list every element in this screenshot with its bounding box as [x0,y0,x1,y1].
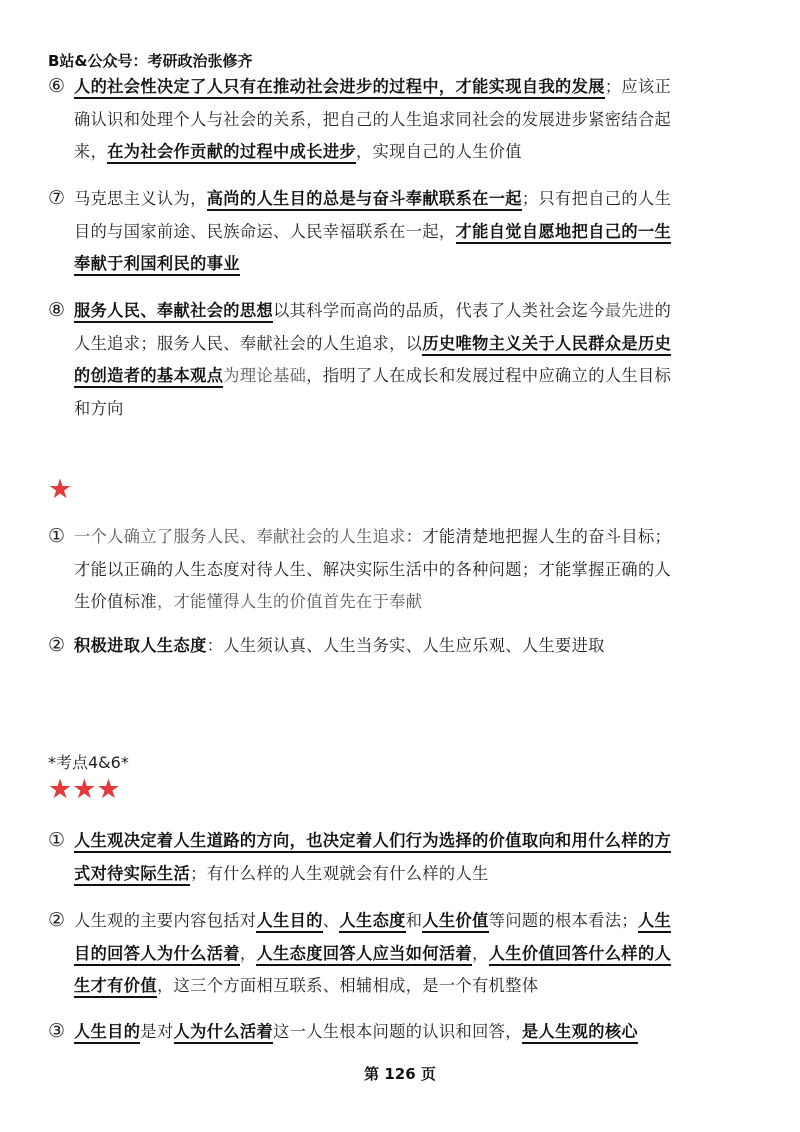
highlight-text: 人生价值回答什么样的人 [489,944,671,966]
highlight-text: 生才有价值 [74,976,157,998]
body-text: 为 [223,366,240,385]
highlight-text: 历史唯物主义关于人民群众是历史 [422,334,671,356]
highlight-text: 人生目的 [74,1022,140,1044]
key-point-3 [48,1015,758,1049]
page-header: B站&公众号：考研政治张修齐 [48,52,253,70]
body-text: ，这三个方面相互联系、相辅相成，是一个有机整体 [156,976,539,995]
item-number: ① [48,525,66,547]
highlight-text: 人生态度 [339,911,405,933]
body-text: 才能以正确的人生态度对待人生、解决实际生活中的各种问题；才能掌握正确的人 [74,559,672,579]
body-text: 马克思主义认为， [74,189,207,208]
body-text: 、 [322,911,340,930]
point-6 [48,70,758,169]
highlight-text: 服务人民、奉献社会的思想 [74,301,273,323]
key-point-2 [48,904,758,1003]
body-text: 和 [405,911,423,930]
body-text: ：才能清楚地把握人生的奋斗目标； [405,527,672,546]
body-text: 这一人生根本问题的认识和回答， [273,1022,522,1041]
highlight-text: 人生目的 [256,911,322,933]
star-point-1 [48,520,758,619]
body-text: 来， [74,142,108,161]
key-point-1 [48,824,758,890]
point-7 [48,182,758,281]
highlight-text: 才能自觉自愿地把自己的一生 [456,222,672,244]
highlight-text: 的创造者的基本观点 [74,366,223,388]
body-text: 理论基础 [239,366,307,385]
star-rating: ★★★ [48,774,121,805]
item-number: ⑧ [48,299,66,321]
star-rating: ★ [48,474,73,505]
body-text: 人生观的主要内容包括对 [74,911,257,930]
item-number: ⑦ [48,187,66,209]
highlight-text: 奉献于利国利民的事业 [74,254,240,276]
highlight-text: 是人生观的核心 [522,1022,638,1044]
body-text: ；有什么样的人生观就会有什么样的人生 [190,863,489,883]
item-number: ⑥ [48,75,66,97]
exam-point-tag: *考点4&6* [48,753,129,772]
body-text: ，实现自己的人生价值 [356,142,522,161]
bold-text: 积极进取人生态度 [74,636,207,655]
highlight-text: 人生价值 [422,911,488,933]
star-point-2 [48,629,758,663]
highlight-text: 高尚的人生目的总是与奋斗奉献联系在一起 [207,189,522,211]
highlight-text: 在为社会作贡献的过程中成长进步 [107,142,356,164]
body-text: ， [472,943,489,963]
body-text: 是对 [140,1022,174,1041]
highlight-text: 人生态度回答人应当如何活着 [256,944,472,966]
body-text: 最先进 [604,301,655,320]
body-text: ， [239,943,257,963]
page-number: 第 126 页 [364,1065,436,1083]
item-number: ② [48,634,66,656]
highlight-text: 式对待实际生活 [74,864,190,886]
body-text: 一个人确立了服务人民、奉献社会的人生追求 [74,527,406,546]
highlight-text: 目的回答人为什么活着 [74,944,240,966]
item-number: ② [48,909,66,931]
highlight-text: 人为什么活着 [174,1022,274,1044]
point-8 [48,294,758,425]
item-number: ③ [48,1020,66,1042]
highlight-text: 人的社会性决定了人只有在推动社会进步的过程中，才能实现自我的发展 [74,77,605,99]
highlight-text: 人生 [638,911,671,933]
item-number: ① [48,829,66,851]
body-text: 确认识和处理个人与社会的关系，把自己的人生追求同社会的发展进步紧密结合起 [74,109,672,129]
body-text: ，指明了人在成长和发展过程中应确立的人生目标 [306,366,672,385]
body-text: 以其科学而高尚的品质，代表了人类社会迄今 [273,301,605,320]
body-text: ，才能懂得人生的价值首先在于奉献 [156,592,423,611]
body-text: ；应该正 [604,77,672,96]
body-text: 目的与国家前途、民族命运、人民幸福联系在一起， [74,221,456,241]
highlight-text: 人生观决定着人生道路的方向，也决定着人们行为选择的价值取向和用什么样的方 [74,831,671,853]
body-text: 的 [654,301,672,320]
body-text: 和方向 [74,398,124,418]
body-text: 人生追求；服务人民、奉献社会的人生追求，以 [74,333,423,353]
body-text: 生价值标准 [74,592,157,611]
body-text: ；只有把自己的人生 [521,189,672,208]
body-text: 等问题的根本看法； [488,911,639,930]
body-text: ：人生须认真、人生当务实、人生应乐观、人生要进取 [206,636,605,655]
